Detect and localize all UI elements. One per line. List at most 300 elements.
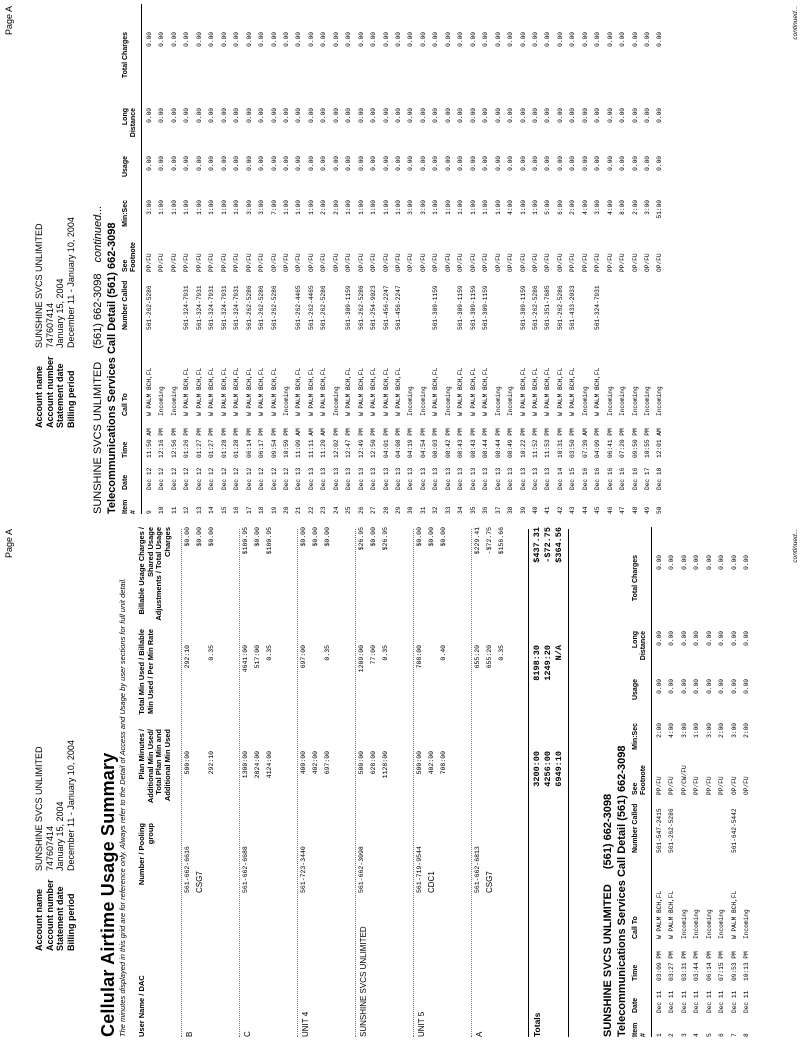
- call-cell: 25: [345, 506, 353, 514]
- call-cell: 0.00: [332, 156, 340, 171]
- call-cell: 28: [382, 506, 390, 514]
- call-cell: 1:00: [170, 200, 178, 215]
- call-cell: Incoming: [705, 909, 713, 939]
- call-cell: PP/FU: [581, 253, 589, 272]
- section-title: Telecommunications Services: [106, 357, 118, 514]
- call-cell: 561-351-7685: [544, 285, 552, 330]
- call-cell: 0.00: [295, 32, 303, 47]
- call-col-header: Time: [632, 964, 639, 981]
- account-number: 747607414: [44, 825, 55, 871]
- summary-cell: 4124:00: [266, 751, 273, 779]
- call-cell: PP/FU: [220, 253, 228, 272]
- summary-cell: 0.35: [382, 645, 389, 661]
- left-page-panel: [0, 523, 809, 1043]
- call-cell: PP/FU: [245, 253, 253, 272]
- call-cell: W PALM BCH,FL: [519, 367, 527, 416]
- call-col-header: Long Distance: [122, 108, 137, 138]
- call-cell: 0.00: [743, 555, 751, 570]
- group-separator: [471, 529, 472, 1037]
- call-cell: 19: [270, 506, 278, 514]
- call-cell: PP/FU: [718, 776, 726, 795]
- call-cell: 11:20 AM: [320, 428, 328, 458]
- account-number-label: Account number: [44, 356, 55, 428]
- summary-cell: 561-662-3098: [358, 846, 365, 893]
- summary-cell: $0.00: [428, 527, 435, 547]
- summary-cell: 0.35: [324, 645, 331, 661]
- call-cell: 44: [581, 506, 589, 514]
- detail-user-phone: (561) 662-3098: [92, 273, 104, 349]
- totals-cell: $437.31: [532, 527, 542, 563]
- call-cell: Dec 13: [519, 467, 527, 490]
- call-col-header: Long Distance: [632, 631, 647, 661]
- call-cell: PP/FU: [569, 253, 577, 272]
- call-cell: 4:00: [668, 723, 676, 738]
- summary-note: The minutes displayed in this grid are for reference only. Always refer to the Detail of Access and Usage by user sections for full unit detail.: [118, 577, 127, 1037]
- call-cell: 09:50 PM: [631, 428, 639, 458]
- call-cell: PP/FU: [195, 253, 203, 272]
- summary-cell: $0.00: [312, 527, 319, 547]
- call-col-header: Total Charges: [122, 32, 129, 79]
- call-cell: Incoming: [644, 386, 651, 416]
- call-cell: 0.00: [718, 555, 726, 570]
- call-cell: 13: [195, 506, 203, 514]
- summary-cell: $180.95: [266, 527, 273, 555]
- summary-cell: 500:00: [416, 751, 423, 775]
- call-cell: PP/FU: [705, 776, 713, 795]
- call-cell: 1:00: [395, 200, 402, 215]
- call-cell: Dec 12: [220, 467, 228, 490]
- summary-cell: -$72.75: [486, 527, 493, 555]
- call-cell: 0.00: [519, 32, 527, 47]
- call-cell: OP/FU: [320, 253, 328, 272]
- call-cell: W PALM BCH,FL: [370, 367, 378, 416]
- summary-cell: $0.00: [184, 527, 191, 547]
- call-col-header: See Footnote: [122, 242, 137, 272]
- call-cell: PP/FU: [170, 253, 178, 272]
- call-cell: 0.00: [345, 108, 353, 123]
- call-cell: 561-309-1159: [469, 285, 477, 330]
- call-cell: 561-324-7931: [220, 285, 228, 330]
- billing-period: December 11 - January 10, 2004: [65, 217, 76, 348]
- call-cell: 0.00: [270, 108, 278, 123]
- call-cell: 0.00: [519, 156, 527, 171]
- call-cell: 1:00: [233, 200, 241, 215]
- call-cell: 1: [656, 1033, 663, 1037]
- call-detail-phone: (561) 662-3098: [616, 745, 628, 821]
- call-cell: 561-262-5286: [531, 285, 539, 330]
- call-cell: OP/FU: [531, 253, 539, 272]
- call-cell: 2:00: [718, 723, 726, 738]
- call-cell: 0.00: [644, 156, 651, 171]
- summary-cell: 500:00: [184, 751, 191, 775]
- call-cell: Incoming: [656, 386, 664, 416]
- call-cell: Dec 13: [531, 467, 539, 490]
- call-cell: 0.00: [507, 32, 515, 47]
- call-cell: 0.00: [519, 108, 527, 123]
- call-cell: 03:31 PM: [680, 951, 688, 981]
- call-cell: 0.00: [432, 156, 440, 171]
- call-cell: 0.00: [357, 156, 365, 171]
- call-cell: W PALM BCH,FL: [382, 367, 390, 416]
- call-detail-phone: (561) 662-3098: [106, 222, 118, 298]
- summary-cell: $0.00: [300, 527, 307, 547]
- call-cell: Dec 13: [457, 467, 465, 490]
- call-cell: 0.00: [494, 108, 502, 123]
- summary-cell: 77:00: [370, 645, 377, 665]
- totals-cell: 4256:00: [543, 751, 553, 787]
- call-cell: 01:27 PM: [195, 428, 203, 458]
- call-cell: OP/FU: [432, 253, 440, 272]
- call-col-header: Date: [122, 474, 129, 490]
- call-cell: 0.00: [395, 108, 402, 123]
- call-cell: Dec 11: [730, 990, 738, 1013]
- call-cell: Dec 13: [494, 467, 502, 490]
- call-cell: 40: [531, 506, 539, 514]
- call-cell: Dec 16: [619, 467, 627, 490]
- call-cell: OP/FU: [469, 253, 477, 272]
- call-cell: 0.00: [544, 32, 552, 47]
- call-cell: W PALM BCH,FL: [457, 367, 465, 416]
- call-col-header: Date: [632, 997, 639, 1013]
- call-cell: 1:00: [444, 200, 452, 215]
- call-cell: 0.00: [295, 156, 303, 171]
- call-cell: 12:01 AM: [656, 428, 664, 458]
- call-cell: 0.00: [705, 631, 713, 646]
- statement-date: January 15, 2004: [55, 278, 65, 348]
- call-cell: PP/FU: [619, 253, 627, 272]
- call-cell: W PALM BCH,FL: [233, 367, 241, 416]
- call-cell: OP/FU: [644, 253, 651, 272]
- call-cell: 0.00: [282, 108, 290, 123]
- call-cell: Dec 16: [581, 467, 589, 490]
- call-cell: 0.00: [482, 32, 490, 47]
- call-cell: 0.00: [693, 631, 701, 646]
- call-cell: OP/FU: [419, 253, 427, 272]
- call-cell: 49: [644, 506, 651, 514]
- call-cell: W PALM BCH,FL: [258, 367, 266, 416]
- summary-cell: 1300:00: [242, 751, 249, 779]
- call-cell: 0.00: [668, 679, 676, 694]
- call-cell: 6:00: [556, 200, 564, 215]
- call-cell: 561-309-1159: [432, 285, 440, 330]
- call-cell: 47: [619, 506, 627, 514]
- call-cell: 0.00: [581, 108, 589, 123]
- call-cell: 561-262-4465: [295, 285, 303, 330]
- call-cell: Dec 12: [158, 467, 166, 490]
- call-cell: W PALM BCH,FL: [345, 367, 353, 416]
- call-cell: 31: [419, 506, 427, 514]
- call-cell: Dec 11: [680, 990, 688, 1013]
- call-cell: 08:03 PM: [432, 428, 440, 458]
- call-cell: 0.00: [183, 32, 191, 47]
- call-cell: 1:00: [531, 200, 539, 215]
- call-cell: 11:11 AM: [307, 428, 315, 458]
- totals-cell: N/A: [554, 645, 564, 661]
- call-cell: 0.00: [619, 108, 627, 123]
- call-cell: OP/FU: [494, 253, 502, 272]
- call-cell: 0.00: [270, 32, 278, 47]
- summary-user-name: UNIT 4: [301, 1011, 310, 1037]
- call-cell: Incoming: [170, 386, 178, 416]
- call-cell: Dec 14: [556, 467, 564, 490]
- call-cell: 0.00: [469, 108, 477, 123]
- call-cell: PP/FU: [656, 776, 663, 795]
- call-cell: W PALM BCH,FL: [357, 367, 365, 416]
- call-cell: 0.00: [419, 156, 427, 171]
- call-cell: 23: [320, 506, 328, 514]
- call-cell: 1:00: [183, 200, 191, 215]
- call-cell: 48: [631, 506, 639, 514]
- call-cell: 08:44 PM: [494, 428, 502, 458]
- call-cell: 09:54 PM: [270, 428, 278, 458]
- call-cell: 10:55 PM: [644, 428, 651, 458]
- account-number: 747607414: [44, 302, 55, 348]
- call-cell: Incoming: [743, 909, 751, 939]
- call-cell: 0.00: [594, 156, 602, 171]
- call-cell: OP/FU: [307, 253, 315, 272]
- call-cell: 0.00: [432, 32, 440, 47]
- call-cell: 0.00: [370, 108, 378, 123]
- summary-user-name: UNIT 5: [417, 1011, 426, 1037]
- statement-date-label: Statement date: [55, 363, 65, 428]
- call-cell: 0.00: [718, 679, 726, 694]
- call-cell: 1:00: [208, 200, 216, 215]
- summary-user-name: SUNSHINE SVCS UNLIMITED: [359, 926, 368, 1037]
- call-cell: 0.00: [158, 156, 166, 171]
- call-cell: 0.00: [556, 156, 564, 171]
- summary-cell: 500:00: [358, 751, 365, 775]
- call-cell: 15: [220, 506, 228, 514]
- call-cell: 0.00: [357, 108, 365, 123]
- call-cell: 0.00: [444, 108, 452, 123]
- call-cell: 11: [170, 506, 178, 514]
- call-cell: OP/FU: [544, 253, 552, 272]
- call-cell: 0.00: [407, 108, 415, 123]
- call-cell: Dec 12: [195, 467, 203, 490]
- summary-col-header: Billable Usage Charges / Shared Usage Adjustments / Total Usage Charges: [137, 527, 172, 621]
- continued-note-right: continued...: [792, 6, 799, 40]
- call-cell: 561-324-7931: [195, 285, 203, 330]
- call-cell: 01:27 PM: [208, 428, 216, 458]
- call-cell: 0.00: [382, 32, 390, 47]
- call-cell: 5: [705, 1033, 713, 1037]
- call-cell: 0.00: [195, 32, 203, 47]
- call-cell: 12:16 PM: [158, 428, 166, 458]
- call-cell: Dec 13: [444, 467, 452, 490]
- call-cell: 2:00: [569, 200, 577, 215]
- call-cell: 0.00: [382, 156, 390, 171]
- call-cell: Dec 11: [718, 990, 726, 1013]
- call-cell: Dec 17: [644, 467, 651, 490]
- call-col-header: Call To: [122, 393, 129, 416]
- detail-user-heading-right: [92, 206, 104, 514]
- call-col-header: Min:Sec: [632, 723, 639, 750]
- call-col-header: Total Charges: [632, 555, 639, 602]
- call-cell: 0.00: [307, 156, 315, 171]
- call-cell: 0.00: [668, 631, 676, 646]
- call-cell: OP/FU: [357, 253, 365, 272]
- call-cell: 07:15 PM: [718, 951, 726, 981]
- call-cell: 0.00: [320, 156, 328, 171]
- call-cell: 0.00: [208, 156, 216, 171]
- call-cell: 10: [158, 506, 166, 514]
- account-info-block: [34, 691, 78, 951]
- call-cell: 06:41 PM: [606, 428, 614, 458]
- summary-cell: 1128:00: [382, 751, 389, 779]
- call-cell: Dec 16: [606, 467, 614, 490]
- call-cell: 0.00: [320, 32, 328, 47]
- call-cell: 0.00: [183, 156, 191, 171]
- call-cell: 12: [183, 506, 191, 514]
- call-cell: OP/FU: [730, 776, 738, 795]
- call-cell: 0.00: [656, 679, 663, 694]
- call-cell: 1:00: [519, 200, 527, 215]
- call-col-header: Usage: [122, 156, 129, 178]
- call-cell: 04:54 PM: [419, 428, 427, 458]
- call-cell: 0.00: [183, 108, 191, 123]
- call-cell: PP/FU: [146, 253, 153, 272]
- call-cell: Dec 11: [705, 990, 713, 1013]
- continued-label: continued...: [92, 205, 104, 263]
- call-cell: 50: [656, 506, 664, 514]
- call-cell: 0.00: [245, 32, 253, 47]
- account-name-label: Account name: [34, 888, 44, 951]
- call-cell: OP/FU: [407, 253, 415, 272]
- summary-cell: 561-723-3440: [300, 846, 307, 893]
- call-cell: 10:31 PM: [556, 428, 564, 458]
- call-cell: 21: [295, 506, 303, 514]
- summary-title: Cellular Airtime Usage Summary: [98, 752, 118, 1037]
- call-cell: W PALM BCH,FL: [208, 367, 216, 416]
- call-cell: 36: [482, 506, 490, 514]
- call-cell: 2:00: [320, 200, 328, 215]
- summary-cell: $0.00: [440, 527, 447, 547]
- call-cell: PP/FU: [606, 253, 614, 272]
- call-cell: 0.00: [680, 631, 688, 646]
- call-cell: 561-262-4465: [307, 285, 315, 330]
- call-cell: 0.00: [370, 32, 378, 47]
- call-cell: 46: [606, 506, 614, 514]
- call-col-header: Usage: [632, 679, 639, 701]
- call-cell: 561-642-5442: [730, 808, 738, 853]
- call-detail-title: Call Detail: [106, 300, 118, 355]
- call-cell: 0.00: [258, 108, 266, 123]
- call-col-header: Number Called: [632, 803, 639, 853]
- call-cell: 0.00: [457, 108, 465, 123]
- call-cell: PP/FU: [668, 776, 676, 795]
- call-cell: 561-547-2415: [656, 808, 663, 853]
- call-cell: 3:00: [258, 200, 266, 215]
- call-cell: 561-309-1159: [519, 285, 527, 330]
- statement-date: January 15, 2004: [55, 801, 65, 871]
- call-cell: 0.00: [705, 679, 713, 694]
- call-cell: 0.00: [594, 32, 602, 47]
- account-name: SUNSHINE SVCS UNLIMITED: [34, 223, 44, 348]
- call-cell: W PALM BCH,FL: [307, 367, 315, 416]
- call-cell: 0.00: [395, 156, 402, 171]
- call-cell: W PALM BCH,FL: [730, 890, 738, 939]
- call-cell: OP/FU: [556, 253, 564, 272]
- call-cell: 0.00: [220, 32, 228, 47]
- summary-cell: 655:20: [486, 645, 493, 669]
- call-cell: 0.00: [208, 32, 216, 47]
- call-cell: 0.00: [631, 32, 639, 47]
- summary-cell: 0.35: [266, 645, 273, 661]
- call-cell: 0.00: [718, 631, 726, 646]
- call-cell: 04:19 PM: [407, 428, 415, 458]
- call-cell: 0.00: [469, 156, 477, 171]
- call-cell: Incoming: [332, 386, 340, 416]
- call-cell: 0.00: [195, 108, 203, 123]
- call-cell: 1:00: [357, 200, 365, 215]
- call-cell: Incoming: [507, 386, 515, 416]
- summary-col-header: Number / Pooling group: [137, 823, 155, 886]
- call-cell: Dec 13: [370, 467, 378, 490]
- call-cell: 10:13 PM: [743, 951, 751, 981]
- statement-date-label: Statement date: [55, 886, 65, 951]
- call-cell: 4:00: [606, 200, 614, 215]
- summary-cell: 1209:00: [358, 645, 365, 673]
- call-cell: 0.00: [170, 156, 178, 171]
- call-cell: 0.00: [544, 108, 552, 123]
- call-cell: W PALM BCH,FL: [195, 367, 203, 416]
- call-cell: 0.00: [407, 156, 415, 171]
- group-separator: [355, 529, 356, 1037]
- call-cell: 0.00: [158, 108, 166, 123]
- call-cell: 12:50 PM: [370, 428, 378, 458]
- call-header-rule: [141, 4, 142, 514]
- summary-cell: $0.00: [196, 527, 203, 547]
- summary-cell: 0.35: [498, 645, 505, 661]
- call-cell: 0.00: [656, 156, 664, 171]
- summary-user-name: C: [243, 1031, 252, 1037]
- call-cell: 2:00: [743, 723, 751, 738]
- call-cell: W PALM BCH,FL: [270, 367, 278, 416]
- call-cell: W PALM BCH,FL: [220, 367, 228, 416]
- summary-cell: $26.95: [358, 527, 365, 551]
- call-cell: 03:50 PM: [569, 428, 577, 458]
- call-col-header: Item #: [122, 499, 137, 514]
- call-cell: 30: [407, 506, 415, 514]
- call-cell: W PALM BCH,FL: [569, 367, 577, 416]
- call-cell: 561-324-7931: [208, 285, 216, 330]
- call-cell: 14: [208, 506, 216, 514]
- totals-bottom-rule: [568, 529, 569, 1037]
- call-cell: W PALM BCH,FL: [656, 890, 663, 939]
- call-cell: Incoming: [680, 909, 688, 939]
- summary-cell: 561-662-6813: [474, 846, 481, 893]
- detail-user-phone: (561) 662-3098: [602, 793, 614, 870]
- call-cell: Dec 12: [146, 467, 153, 490]
- call-cell: 3:00: [680, 723, 688, 738]
- call-cell: 1:00: [494, 200, 502, 215]
- call-cell: 0.00: [531, 108, 539, 123]
- totals-cell: -$72.75: [543, 527, 553, 563]
- call-cell: Dec 13: [320, 467, 328, 490]
- call-cell: 0.00: [644, 108, 651, 123]
- account-name-label: Account name: [34, 365, 44, 428]
- totals-label: Totals: [532, 1012, 542, 1037]
- totals-rule: [528, 529, 529, 1037]
- call-cell: 0.00: [656, 631, 663, 646]
- summary-cell: 697:00: [324, 751, 331, 775]
- call-cell: Dec 12: [282, 467, 290, 490]
- summary-col-header: Plan Minutes / Additional Min Used/ Total Plan Min and Additional Min Used: [137, 729, 172, 804]
- call-cell: 0.00: [644, 32, 651, 47]
- call-cell: 18: [258, 506, 266, 514]
- call-cell: 0.00: [146, 108, 153, 123]
- call-detail-heading-right: [106, 223, 118, 514]
